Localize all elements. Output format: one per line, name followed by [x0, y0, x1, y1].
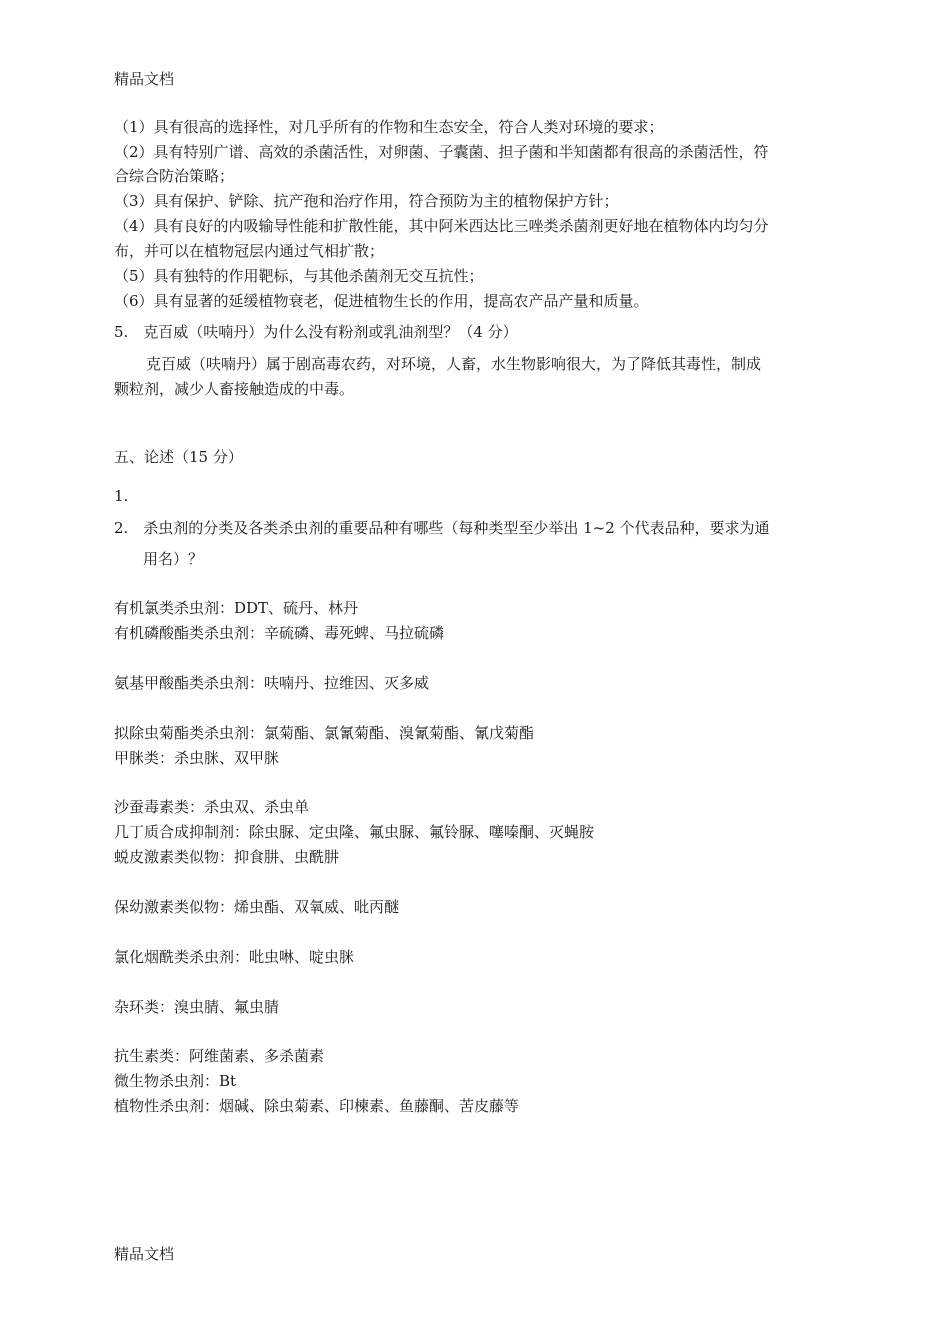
section-title: 五、论述（15 分）	[114, 448, 243, 466]
advantage-line: （3）具有保护、铲除、抗产孢和治疗作用，符合预防为主的植物保护方针；	[114, 192, 619, 210]
insecticide-class: 甲脒类：杀虫脒、双甲脒	[114, 749, 280, 767]
section-item-1: 1.	[114, 487, 129, 505]
insecticide-class: 保幼激素类似物：烯虫酯、双氧威、吡丙醚	[114, 898, 400, 916]
insecticide-class: 杂环类：溴虫腈、氟虫腈	[114, 998, 280, 1016]
insecticide-class: 抗生素类：阿维菌素、多杀菌素	[114, 1047, 325, 1065]
insecticide-class: 微生物杀虫剂：Bt	[114, 1072, 237, 1090]
insecticide-class: 几丁质合成抑制剂：除虫脲、定虫隆、氟虫脲、氟铃脲、噻嗪酮、灭蝇胺	[114, 823, 595, 841]
advantage-line: （1）具有很高的选择性，对几乎所有的作物和生态安全，符合人类对环境的要求；	[114, 118, 664, 136]
page-header: 精品文档	[114, 70, 175, 88]
insecticide-class: 植物性杀虫剂：烟碱、除虫菊素、印楝素、鱼藤酮、苦皮藤等	[114, 1097, 520, 1115]
answer-5-line-1: 克百威（呋喃丹）属于剧高毒农药，对环境，人畜，水生物影响很大，为了降低其毒性，制成	[146, 355, 762, 373]
insecticide-class: 有机氯类杀虫剂：DDT、硫丹、林丹	[114, 599, 359, 617]
insecticide-class: 沙蚕毒素类：杀虫双、杀虫单	[114, 798, 310, 816]
section-item-2-cont: 用名）？	[143, 550, 204, 568]
insecticide-class: 氨基甲酸酯类杀虫剂：呋喃丹、拉维因、灭多威	[114, 674, 430, 692]
advantage-line: （2）具有特别广谱、高效的杀菌活性，对卵菌、子囊菌、担子菌和半知菌都有很高的杀菌活性，符	[114, 143, 769, 161]
advantage-line: （5）具有独特的作用靶标，与其他杀菌剂无交互抗性；	[114, 267, 484, 285]
page-footer: 精品文档	[114, 1245, 175, 1263]
advantage-line: （6）具有显著的延缓植物衰老，促进植物生长的作用，提高农产品产量和质量。	[114, 292, 649, 310]
insecticide-class: 有机磷酸酯类杀虫剂：辛硫磷、毒死蜱、马拉硫磷	[114, 624, 445, 642]
advantage-line: 合综合防治策略；	[114, 167, 235, 185]
section-item-2: 2. 杀虫剂的分类及各类杀虫剂的重要品种有哪些（每种类型至少举出 1~2 个代表品种，要求为通	[114, 519, 770, 537]
advantage-line: 布，并可以在植物冠层内通过气相扩散；	[114, 242, 385, 260]
insecticide-class: 拟除虫菊酯类杀虫剂：氯菊酯、氯氰菊酯、溴氰菊酯、氰戊菊酯	[114, 724, 535, 742]
answer-5-line-2: 颗粒剂，减少人畜接触造成的中毒。	[114, 380, 355, 398]
advantage-line: （4）具有良好的内吸输导性能和扩散性能，其中阿米西达比三唑类杀菌剂更好地在植物体内均匀分	[114, 217, 769, 235]
insecticide-class: 氯化烟酰类杀虫剂：吡虫啉、啶虫脒	[114, 948, 355, 966]
question-5: 5. 克百威（呋喃丹）为什么没有粉剂或乳油剂型？（4 分）	[114, 323, 518, 341]
insecticide-class: 蜕皮激素类似物：抑食肼、虫酰肼	[114, 848, 340, 866]
